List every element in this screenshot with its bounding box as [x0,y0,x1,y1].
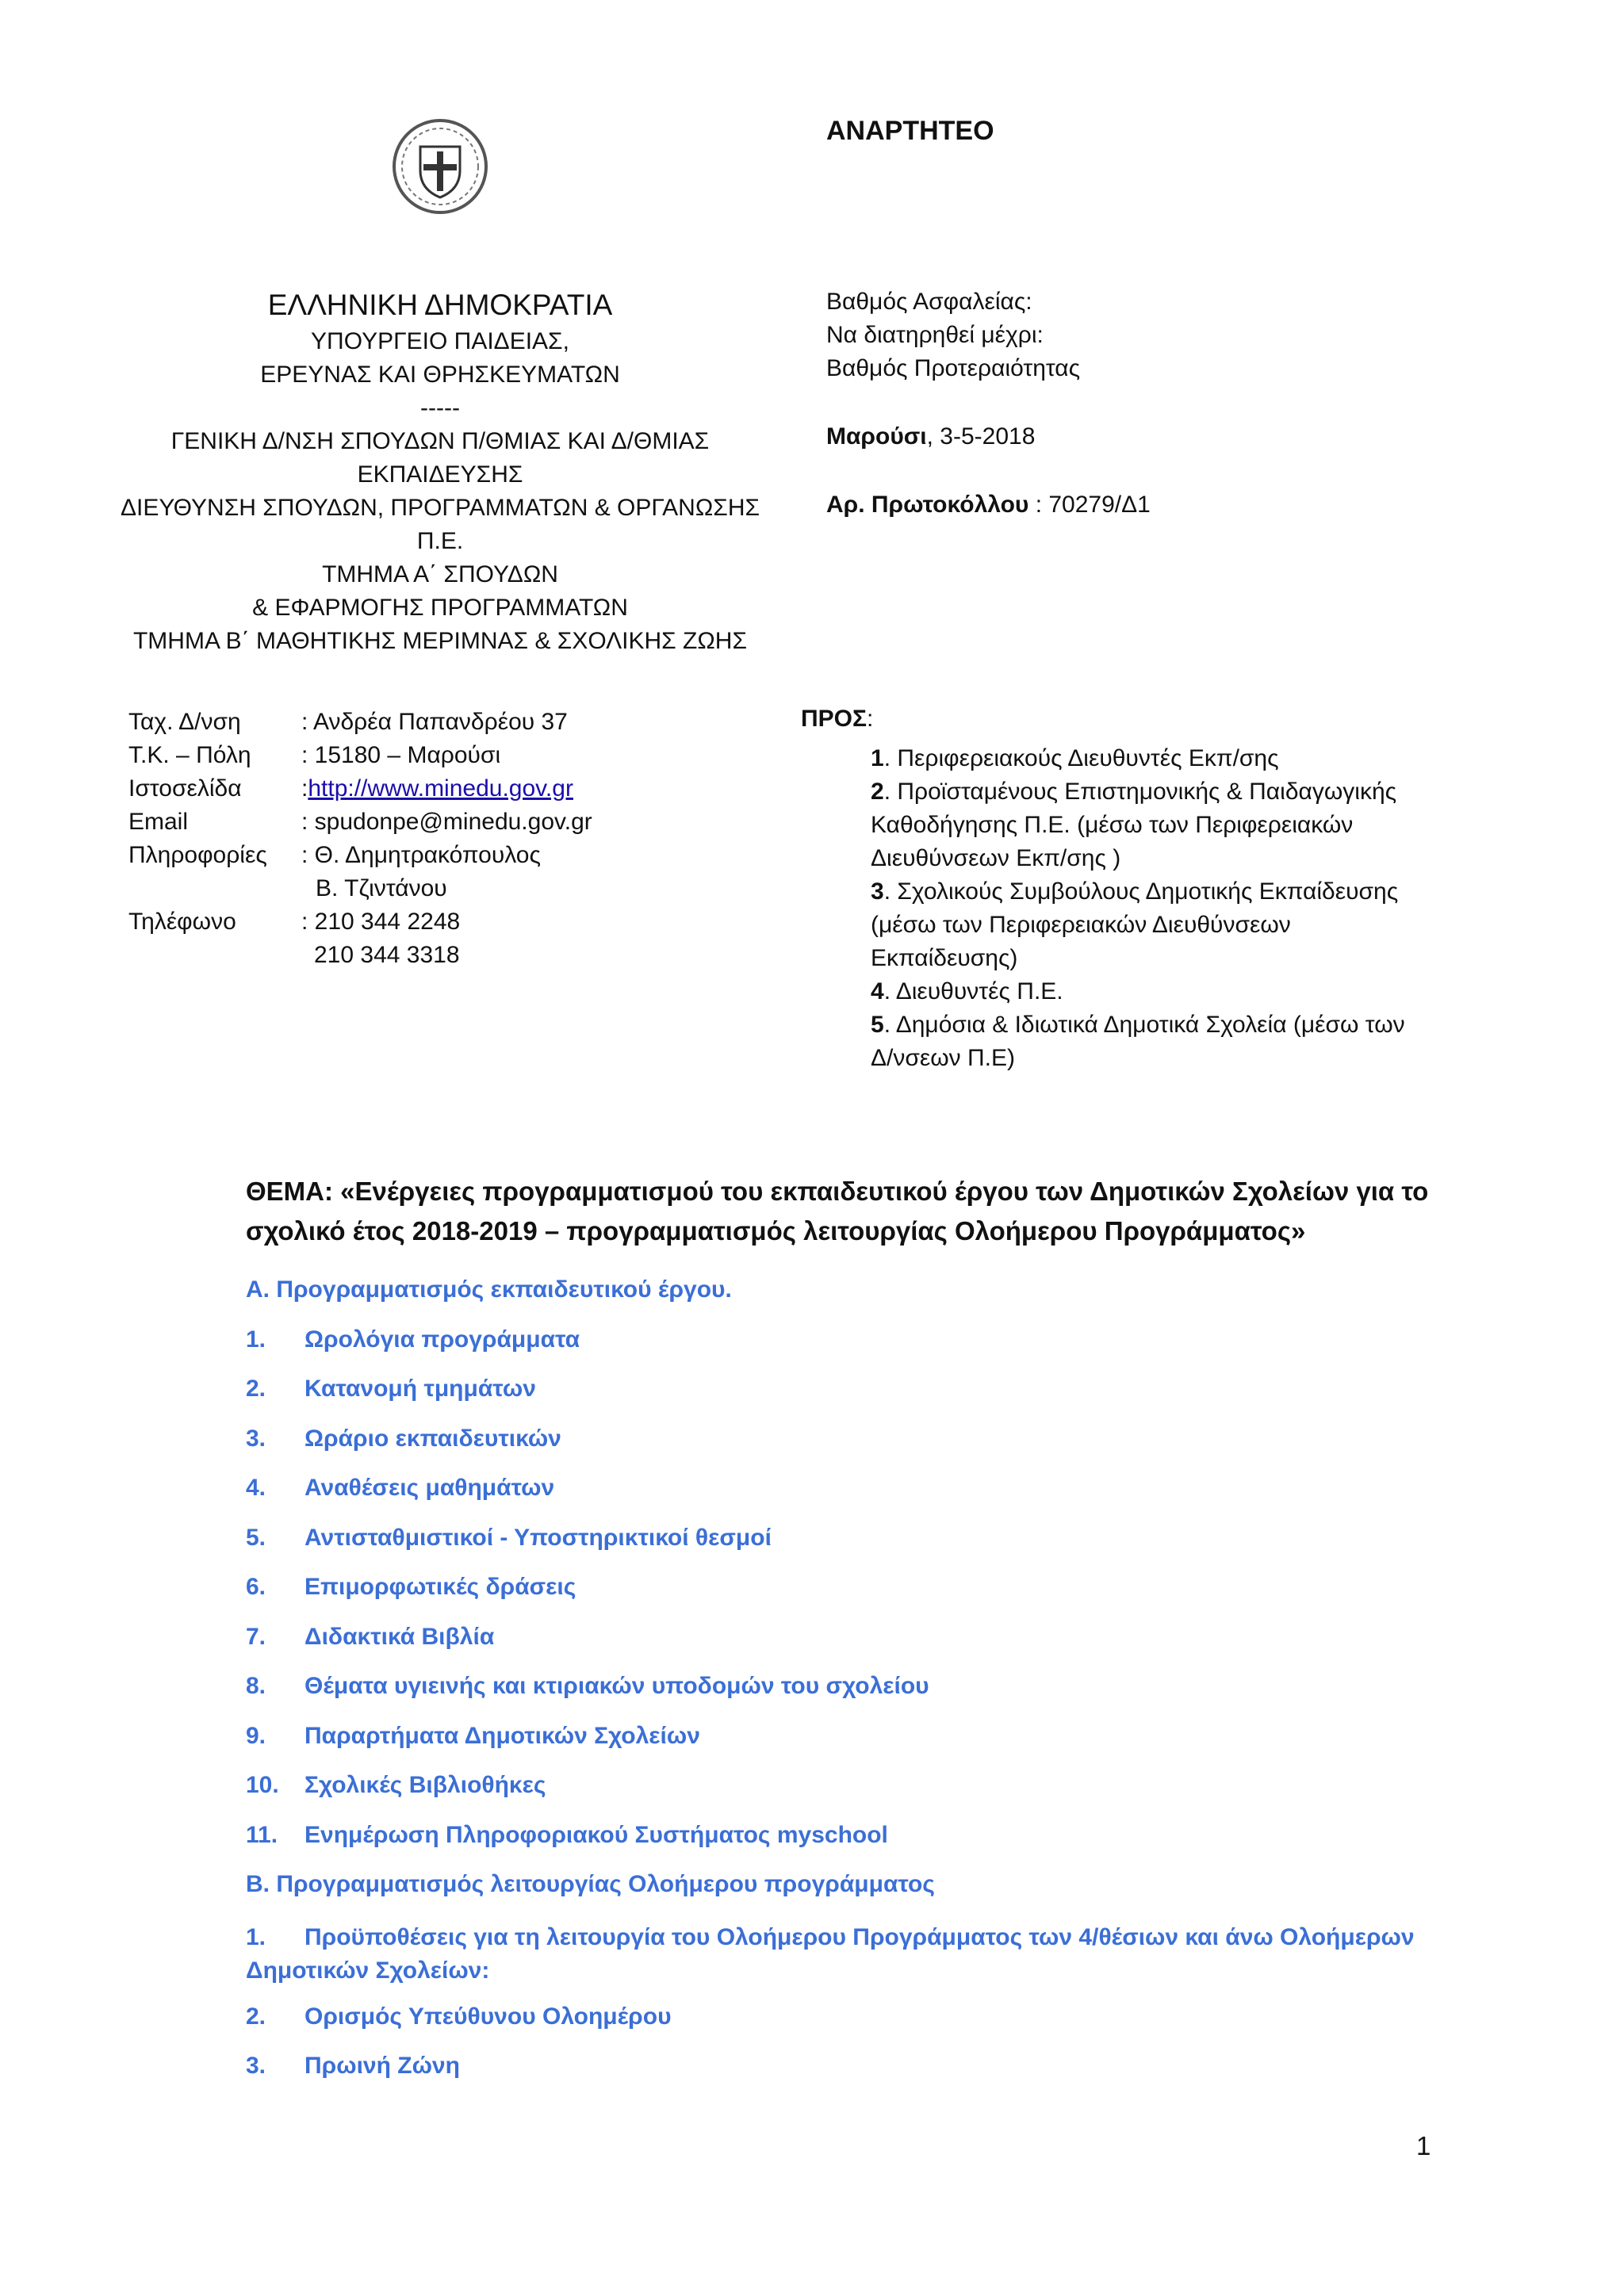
recipients-heading: ΠΡΟΣ: [801,706,874,732]
recipients-list [871,742,1426,1075]
authority-line: Π.Ε. [416,528,464,554]
website-link[interactable]: http://www.minedu.gov.gr [308,775,573,802]
ministry-line-2: ΕΡΕΥΝΑΣ ΚΑΙ ΘΡΗΣΚΕΥΜΑΤΩΝ [260,362,620,388]
authority-line: ΕΚΠΑΙΔΕΥΣΗΣ [357,461,523,488]
authority-line: & ΕΦΑΡΜΟΓΗΣ ΠΡΟΓΡΑΜΜΑΤΩΝ [252,595,628,621]
document-subject: ΘΕΜΑ: «Ενέργειες προγραμματισμού του εκπαιδευτικού έργου των Δημοτικών Σχολείων για το σχολικό έτος 2018-2019 – προγραμματισμός λειτουργίας Ολοήμερου Προγράμματος» [246,1177,1429,1246]
toc-item[interactable]: 2. Ορισμός Υπεύθυνου Ολοημέρου [246,2003,672,2030]
toc-item[interactable]: 1. Ωρολόγια προγράμματα [246,1326,580,1353]
address-label: Ταχ. Δ/νση [128,709,241,735]
recipient-item: 3. Σχολικούς Συμβούλους Δημοτικής Εκπαίδευσης (μέσω των Περιφερειακών Διευθύνσεων Εκπαίδευσης) [871,878,1399,971]
protocol-label: Αρ. Πρωτοκόλλου [826,492,1029,518]
city-label: Τ.Κ. – Πόλη [128,742,251,768]
republic-title: ΕΛΛΗΝΙΚΗ ΔΗΜΟΚΡΑΤΙΑ [267,289,613,321]
toc-item[interactable]: 8. Θέματα υγιεινής και κτιριακών υποδομών του σχολείου [246,1673,929,1699]
email-value: : spudonpe@minedu.gov.gr [301,809,592,835]
recipient-item: 2. Προϊσταμένους Επιστημονικής & Παιδαγωγικής Καθοδήγησης Π.Ε. (μέσω των Περιφερειακών Διευθύνσεων Εκπ/σης ) [871,779,1397,871]
place-label: Μαρούσι [826,423,927,450]
ministry-line-1: ΥΠΟΥΡΓΕΙΟ ΠΑΙΔΕΙΑΣ, [311,328,569,354]
publication-stamp: ΑΝΑΡΤΗΤΕΟ [826,116,994,146]
toc-item[interactable]: 2. Κατανομή τμημάτων [246,1376,536,1402]
authority-line: ΓΕΝΙΚΗ Δ/ΝΣΗ ΣΠΟΥΔΩΝ Π/ΘΜΙΑΣ ΚΑΙ Δ/ΘΜΙΑΣ [170,428,710,454]
toc-item[interactable]: 5. Αντισταθμιστικοί - Υποστηρικτικοί θεσμοί [246,1524,772,1551]
email-label: Email [128,809,189,835]
toc-item[interactable]: 6. Επιμορφωτικές δράσεις [246,1574,576,1600]
table-of-contents [246,1276,1451,2103]
recipient-item: 1. Περιφερειακούς Διευθυντές Εκπ/σης [871,745,1279,771]
date-value: , 3-5-2018 [926,423,1036,450]
recipient-item: 5. Δημόσια & Ιδιωτικά Δημοτικά Σχολεία (μέσω των Δ/νσεων Π.Ε) [871,1012,1405,1071]
info-label: Πληροφορίες [128,842,267,868]
city-value: : 15180 – Μαρούσι [301,742,501,768]
toc-item[interactable]: 7. Διδακτικά Βιβλία [246,1623,495,1650]
toc-section-a[interactable]: Α. Προγραμματισμός εκπαιδευτικού έργου. [246,1276,732,1303]
website-colon: : [301,775,308,802]
page-number: 1 [1416,2131,1431,2160]
toc-item[interactable]: 11. Ενημέρωση Πληροφοριακού Συστήματος myschool [246,1821,888,1848]
info-value-2: Β. Τζιντάνου [316,875,447,901]
info-value: : Θ. Δημητρακόπουλος [301,842,541,868]
contact-info [128,706,592,972]
toc-section-b[interactable]: Β. Προγραμματισμός λειτουργίας Ολοήμερου προγράμματος [246,1871,935,1897]
document-metadata [826,285,1151,522]
toc-item[interactable]: 3. Πρωινή Ζώνη [246,2053,460,2079]
recipient-item: 4. Διευθυντές Π.Ε. [871,978,1063,1004]
authority-line: ΔΙΕΥΘΥΝΣΗ ΣΠΟΥΔΩΝ, ΠΡΟΓΡΑΜΜΑΤΩΝ & ΟΡΓΑΝΩΣΗΣ [120,495,760,521]
protocol-value: : 70279/Δ1 [1028,492,1151,518]
website-label: Ιστοσελίδα [128,775,242,802]
phone-value-2: 210 344 3318 [314,942,460,968]
protocol-number [826,488,1151,522]
authority-line: ΤΜΗΜΑ Α΄ ΣΠΟΥΔΩΝ [322,561,558,587]
toc-item[interactable]: 10. Σχολικές Βιβλιοθήκες [246,1772,546,1798]
phone-label: Τηλέφωνο [128,909,236,935]
separator: ----- [420,395,460,421]
greek-coat-of-arms-emblem [389,115,492,218]
security-level: Βαθμός Ασφαλείας: [826,289,1032,315]
address-value: : Ανδρέα Παπανδρέου 37 [301,709,568,735]
toc-item[interactable]: 9. Παραρτήματα Δημοτικών Σχολείων [246,1722,700,1749]
retain-until: Να διατηρηθεί μέχρι: [826,322,1044,348]
phone-value: : 210 344 2248 [301,909,461,935]
priority-level: Βαθμός Προτεραιότητας [826,355,1081,381]
place-date [826,420,1151,453]
toc-item[interactable]: 1. Προϋποθέσεις για τη λειτουργία του Ολοήμερου Προγράμματος των 4/θέσιων και άνω Ολοήμερων Δημοτικών Σχολείων: [246,1923,1415,1984]
authority-line: ΤΜΗΜΑ Β΄ ΜΑΘΗΤΙΚΗΣ ΜΕΡΙΜΝΑΣ & ΣΧΟΛΙΚΗΣ ΖΩΗΣ [132,628,748,654]
toc-item[interactable]: 3. Ωράριο εκπαιδευτικών [246,1425,561,1452]
toc-item[interactable]: 4. Αναθέσεις μαθημάτων [246,1475,555,1501]
issuing-authority-block [119,285,761,658]
